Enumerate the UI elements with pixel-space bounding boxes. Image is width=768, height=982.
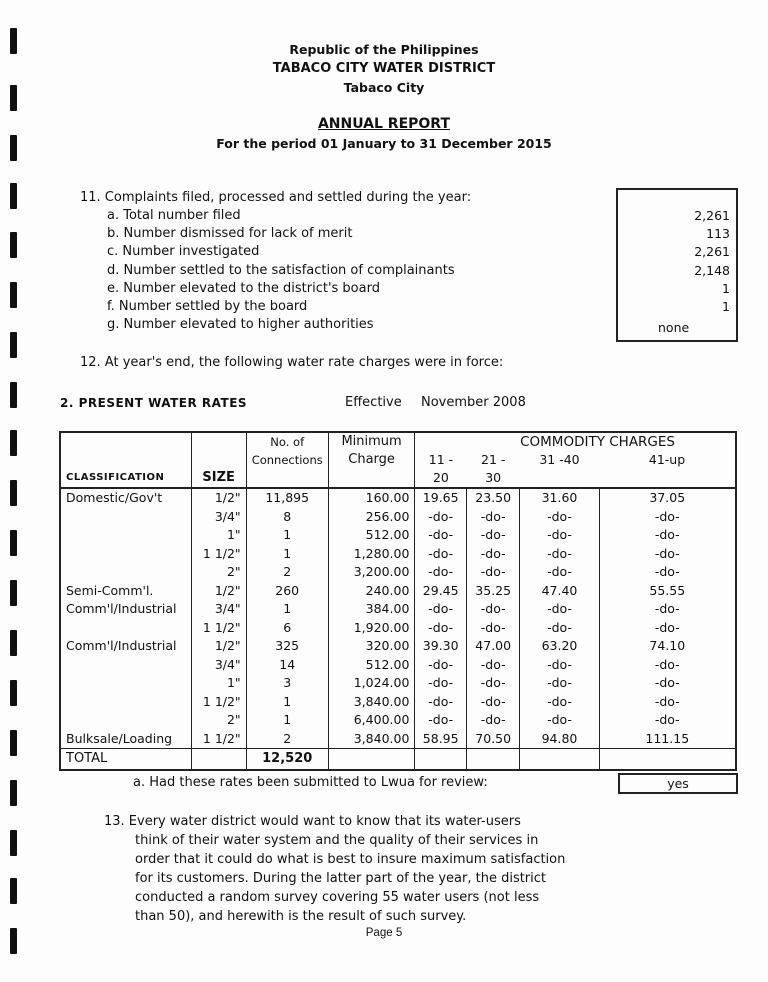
report-title: ANNUAL REPORT — [317, 116, 451, 132]
list-item: g. Number elevated to higher authorities — [107, 317, 374, 333]
cell-rate-2: 35.25 — [466, 582, 519, 601]
cell-connections: 2 — [246, 730, 328, 749]
cell-rate-3: -do- — [520, 711, 599, 730]
cell-classification — [60, 674, 191, 693]
report-period: For the period 01 January to 31 December 2015 — [216, 136, 552, 151]
value-total-filed: 2,261 — [694, 208, 730, 223]
cell-minimum: 320.00 — [328, 637, 415, 656]
cell-size: 1 1/2" — [191, 619, 246, 638]
cell-size: 2" — [191, 711, 246, 730]
cell-rate-3: -do- — [520, 693, 599, 712]
cell-classification — [60, 711, 191, 730]
value-elevated-higher: none — [658, 320, 690, 335]
cell-rate-1: -do- — [415, 619, 467, 638]
cell-size: 1/2" — [191, 488, 246, 508]
table-row — [60, 730, 736, 749]
cell-rate-2: -do- — [466, 545, 519, 564]
cell-rate-4: -do- — [599, 711, 736, 730]
cell-rate-1: 29.45 — [415, 582, 467, 601]
cell-rate-2: 47.00 — [466, 637, 519, 656]
cell-rate-3: -do- — [520, 600, 599, 619]
cell-rate-3: -do- — [520, 545, 599, 564]
cell-rate-4: -do- — [599, 526, 736, 545]
page-number: Page 5 — [365, 927, 403, 939]
table-row — [60, 711, 736, 730]
cell-rate-4: 37.05 — [599, 488, 736, 508]
cell-size: 2" — [191, 563, 246, 582]
cell-rate-2: 70.50 — [466, 730, 519, 749]
item11-title: 11. Complaints filed, processed and settled during the year: — [80, 190, 472, 205]
cell-rate-1: -do- — [415, 674, 467, 693]
cell-connections: 1 — [246, 693, 328, 712]
col-range-4: 41-up — [599, 451, 736, 488]
col-classification: CLASSIFICATION — [60, 432, 191, 488]
cell-rate-4: 111.15 — [599, 730, 736, 749]
cell-minimum: 1,920.00 — [328, 619, 415, 638]
cell-rate-4: -do- — [599, 656, 736, 675]
cell-rate-4: -do- — [599, 563, 736, 582]
item13-line: order that it could do what is best to insure maximum satisfaction — [135, 852, 566, 867]
total-label: TOTAL — [60, 749, 191, 771]
effective-value: November 2008 — [421, 395, 526, 410]
cell-minimum: 1,024.00 — [328, 674, 415, 693]
cell-minimum: 160.00 — [328, 488, 415, 508]
cell-classification: Domestic/Gov't — [60, 488, 191, 508]
cell-rate-2: -do- — [466, 600, 519, 619]
cell-rate-2: -do- — [466, 711, 519, 730]
item-a-value: yes — [618, 773, 738, 794]
table-row — [60, 488, 736, 508]
item13-line: think of their water system and the quality of their services in — [135, 833, 539, 848]
col-range-1: 11 - 20 — [415, 451, 467, 488]
cell-minimum: 384.00 — [328, 600, 415, 619]
cell-rate-3: -do- — [520, 563, 599, 582]
cell-minimum: 512.00 — [328, 526, 415, 545]
cell-size: 1 1/2" — [191, 730, 246, 749]
cell-size: 1/2" — [191, 637, 246, 656]
list-item: d. Number settled to the satisfaction of complainants — [107, 262, 455, 278]
cell-rate-3: 31.60 — [520, 488, 599, 508]
cell-size: 1" — [191, 674, 246, 693]
cell-rate-4: 74.10 — [599, 637, 736, 656]
cell-rate-1: -do- — [415, 545, 467, 564]
cell-connections: 11,895 — [246, 488, 328, 508]
list-item: c. Number investigated — [107, 244, 260, 260]
cell-rate-2: -do- — [466, 526, 519, 545]
total-c4-cell — [599, 749, 736, 771]
item13-text — [104, 812, 565, 926]
cell-classification — [60, 526, 191, 545]
cell-rate-4: -do- — [599, 693, 736, 712]
cell-minimum: 3,200.00 — [328, 563, 415, 582]
list-item: e. Number elevated to the district's board — [107, 280, 380, 296]
cell-classification: Comm'l/Industrial — [60, 637, 191, 656]
cell-connections: 1 — [246, 711, 328, 730]
cell-connections: 1 — [246, 545, 328, 564]
col-commodity: COMMODITY CHARGES — [415, 432, 736, 451]
cell-size: 1/2" — [191, 582, 246, 601]
table-row — [60, 637, 736, 656]
item-a-label: a. Had these rates been submitted to Lwua for review: — [133, 775, 488, 790]
cell-minimum: 240.00 — [328, 582, 415, 601]
cell-rate-3: 47.40 — [520, 582, 599, 601]
list-item: b. Number dismissed for lack of merit — [107, 226, 353, 242]
item13-line: for its customers. During the latter part of the year, the district — [135, 871, 547, 886]
header-district: TABACO CITY WATER DISTRICT — [272, 61, 496, 76]
value-dismissed: 113 — [706, 226, 730, 241]
cell-size: 1" — [191, 526, 246, 545]
table-row — [60, 674, 736, 693]
cell-rate-1: -do- — [415, 656, 467, 675]
table-row — [60, 545, 736, 564]
cell-rate-3: -do- — [520, 674, 599, 693]
table-row — [60, 693, 736, 712]
header-city: Tabaco City — [343, 80, 425, 95]
table-row — [60, 619, 736, 638]
cell-size: 3/4" — [191, 508, 246, 527]
cell-rate-3: -do- — [520, 656, 599, 675]
cell-connections: 325 — [246, 637, 328, 656]
item12-text: 12. At year's end, the following water rate charges were in force: — [80, 355, 504, 370]
cell-rate-1: -do- — [415, 508, 467, 527]
table-row — [60, 526, 736, 545]
cell-size: 1 1/2" — [191, 545, 246, 564]
cell-rate-2: -do- — [466, 563, 519, 582]
cell-rate-1: 19.65 — [415, 488, 467, 508]
cell-rate-2: -do- — [466, 674, 519, 693]
value-settled-board: 1 — [722, 299, 730, 314]
cell-rate-3: -do- — [520, 526, 599, 545]
cell-rate-3: -do- — [520, 508, 599, 527]
cell-rate-1: -do- — [415, 563, 467, 582]
cell-rate-4: -do- — [599, 545, 736, 564]
cell-rate-4: 55.55 — [599, 582, 736, 601]
cell-rate-2: -do- — [466, 619, 519, 638]
value-investigated: 2,261 — [694, 244, 730, 259]
cell-rate-4: -do- — [599, 619, 736, 638]
cell-classification: Bulksale/Loading — [60, 730, 191, 749]
total-size-cell — [191, 749, 246, 771]
item11-list — [107, 207, 455, 334]
cell-connections: 3 — [246, 674, 328, 693]
col-range-2: 21 - 30 — [466, 451, 519, 488]
total-c2-cell — [466, 749, 519, 771]
rates-heading: 2. PRESENT WATER RATES — [60, 396, 248, 410]
cell-minimum: 512.00 — [328, 656, 415, 675]
table-row — [60, 563, 736, 582]
cell-rate-3: 63.20 — [520, 637, 599, 656]
cell-size: 3/4" — [191, 656, 246, 675]
table-row — [60, 582, 736, 601]
cell-connections: 1 — [246, 526, 328, 545]
cell-size: 3/4" — [191, 600, 246, 619]
cell-rate-1: -do- — [415, 600, 467, 619]
total-c1-cell — [415, 749, 467, 771]
cell-rate-1: -do- — [415, 693, 467, 712]
cell-connections: 6 — [246, 619, 328, 638]
item13-line: conducted a random survey covering 55 water users (not less — [135, 890, 540, 905]
cell-classification — [60, 563, 191, 582]
total-connections: 12,520 — [246, 749, 328, 771]
header-republic: Republic of the Philippines — [289, 42, 479, 57]
cell-classification — [60, 545, 191, 564]
value-settled: 2,148 — [694, 263, 730, 278]
cell-rate-2: -do- — [466, 693, 519, 712]
cell-rate-2: 23.50 — [466, 488, 519, 508]
cell-minimum: 3,840.00 — [328, 693, 415, 712]
rates-table — [59, 431, 737, 771]
cell-minimum: 6,400.00 — [328, 711, 415, 730]
col-minimum: Minimum Charge — [328, 432, 415, 488]
cell-connections: 1 — [246, 600, 328, 619]
cell-minimum: 256.00 — [328, 508, 415, 527]
cell-connections: 2 — [246, 563, 328, 582]
total-c3-cell — [520, 749, 599, 771]
value-elevated-board: 1 — [722, 281, 730, 296]
cell-rate-2: -do- — [466, 508, 519, 527]
item11-values-box — [616, 188, 738, 342]
list-item: f. Number settled by the board — [107, 299, 308, 315]
table-row — [60, 600, 736, 619]
cell-minimum: 3,840.00 — [328, 730, 415, 749]
cell-classification — [60, 508, 191, 527]
item13-line: than 50), and herewith is the result of such survey. — [135, 909, 467, 924]
cell-rate-1: -do- — [415, 711, 467, 730]
table-row — [60, 656, 736, 675]
table-row — [60, 508, 736, 527]
cell-rate-1: -do- — [415, 526, 467, 545]
cell-rate-3: 94.80 — [520, 730, 599, 749]
cell-rate-1: 58.95 — [415, 730, 467, 749]
cell-connections: 14 — [246, 656, 328, 675]
cell-classification — [60, 656, 191, 675]
cell-minimum: 1,280.00 — [328, 545, 415, 564]
cell-size: 1 1/2" — [191, 693, 246, 712]
list-item: a. Total number filed — [107, 208, 241, 223]
cell-classification — [60, 619, 191, 638]
cell-classification: Comm'l/Industrial — [60, 600, 191, 619]
cell-rate-2: -do- — [466, 656, 519, 675]
cell-rate-3: -do- — [520, 619, 599, 638]
cell-rate-4: -do- — [599, 600, 736, 619]
col-size: SIZE — [191, 432, 246, 488]
col-connections: No. of Connections — [246, 432, 328, 488]
cell-rate-4: -do- — [599, 508, 736, 527]
cell-rate-1: 39.30 — [415, 637, 467, 656]
cell-classification: Semi-Comm'l. — [60, 582, 191, 601]
cell-connections: 8 — [246, 508, 328, 527]
cell-connections: 260 — [246, 582, 328, 601]
effective-label: Effective — [345, 395, 402, 410]
total-min-cell — [328, 749, 415, 771]
item13-line: 13. Every water district would want to know that its water-users — [104, 814, 521, 829]
cell-classification — [60, 693, 191, 712]
col-range-3: 31 -40 — [520, 451, 599, 488]
cell-rate-4: -do- — [599, 674, 736, 693]
